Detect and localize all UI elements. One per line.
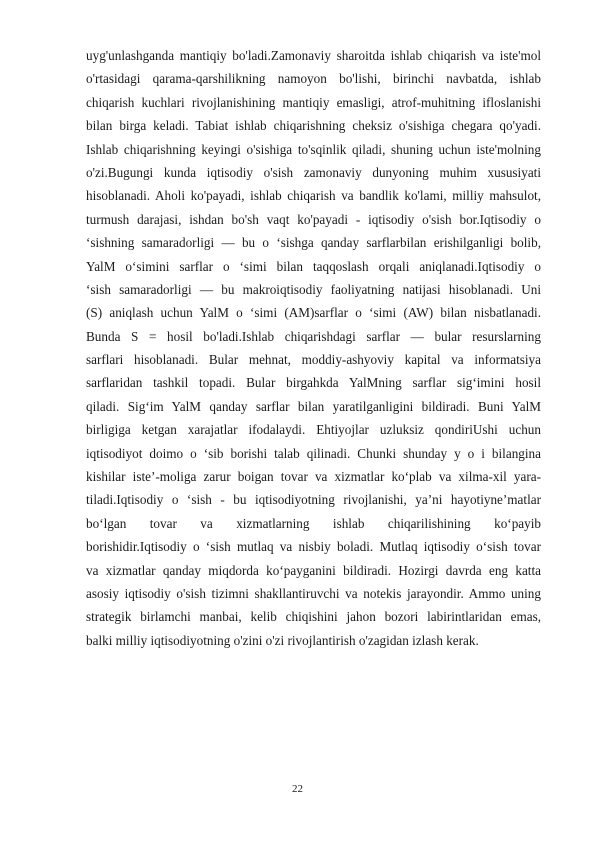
text-line: uyg'unlashganda mantiqiy bo'ladi.Zamonaviy sharoitda ishlab chiqarish va iste'mol <box>86 48 541 63</box>
text-line: (S) aniqlash uchun YalM o ‘simi (AM)sarflar o ‘simi (AW) bilan nisbatlanadi. <box>86 305 541 321</box>
text-line: birligiga ketgan xarajatlar ifodalaydi. Ehtiyojlar uzluksiz qondiriUshi uchun <box>86 422 541 438</box>
text-line: o'rtasidagi qarama-qarshilikning namoyon bo'lishi, birinchi navbatda, ishlab <box>86 71 541 87</box>
text-line: balki milliy iqtisodiyotning o'zini o'zi rivojlantirish o'zagidan izlash kerak. <box>86 632 479 648</box>
body-text <box>86 44 541 652</box>
text-line: sarflari hisoblanadi. Bular mehnat, moddiy-ashyoviy kapital va informatsiya <box>86 352 541 368</box>
text-line: bo‘lgan tovar va xizmatlarning ishlab chiqarilishining ko‘payib <box>86 515 541 531</box>
text-line: strategik birlamchi manbai, kelib chiqishini jahon bozori labirintlaridan emas, <box>86 609 541 625</box>
text-line: ‘sish samaradorligi — bu makroiqtisodiy faoliyatning natijasi hisoblanadi. Uni <box>86 281 541 297</box>
text-line: sarflaridan tashkil topadi. Bular birgahkda YalMning sarflar sig‘imini hosil <box>86 375 541 391</box>
text-line: YalM o‘simini sarflar o ‘simi bilan taqqoslash orqali aniqlanadi.Iqtisodiy o <box>86 258 541 274</box>
text-line: hisoblanadi. Aholi ko'payadi, ishlab chiqarish va bandlik ko'lami, milliy mahsulot, <box>86 188 541 204</box>
text-line: Bunda S = hosil bo'ladi.Ishlab chiqarishdagi sarflar — bular resurslarning <box>86 328 541 344</box>
text-line: borishidir.Iqtisodiy o ‘sish mutlaq va nisbiy boladi. Mutlaq iqtisodiy o‘sish tovar <box>86 539 541 555</box>
text-line: iqtisodiyot doimo o ‘sib borishi talab qilinadi. Chunki shunday y o i bilangina <box>86 445 541 461</box>
page-number: 22 <box>292 783 303 795</box>
text-line: tiladi.Iqtisodiy o ‘sish - bu iqtisodiyotning rivojlanishi, ya’ni hayotiyne’matlar <box>86 492 541 508</box>
text-line: va xizmatlar qanday miqdorda ko‘payganini bildiradi. Hozirgi davrda eng katta <box>86 562 541 578</box>
text-line: qiladi. Sig‘im YalM qanday sarflar bilan yaratilganligini bildiradi. Buni YalM <box>86 398 541 414</box>
text-line: chiqarish kuchlari rivojlanishining mantiqiy emasligi, atrof-muhitning ifloslanishi <box>86 94 541 110</box>
text-line: turmush darajasi, ishdan bo'sh vaqt ko'payadi - iqtisodiy o'sish bor.Iqtisodiy o <box>86 211 541 227</box>
text-line: asosiy iqtisodiy o'sish tizimni shakllantiruvchi va notekis jarayondir. Ammo uning <box>86 585 541 601</box>
text-line: o'zi.Bugungi kunda iqtisodiy o'sish zamonaviy dunyoning muhim xususiyati <box>86 164 541 180</box>
text-line: Ishlab chiqarishning keyingi o'sishiga to'sqinlik qiladi, shuning uchun iste'molning <box>86 141 541 157</box>
text-line: ‘sishning samaradorligi — bu o ‘sishga qanday sarflarbilan erishilganligi bolib, <box>86 235 541 251</box>
text-line: bilan birga keladi. Tabiat ishlab chiqarishning cheksiz o'sishiga chegara qo'yadi. <box>86 118 541 134</box>
text-line: kishilar iste’-moliga zarur boigan tovar va xizmatlar ko‘plab va xilma-xil yara- <box>86 469 541 485</box>
